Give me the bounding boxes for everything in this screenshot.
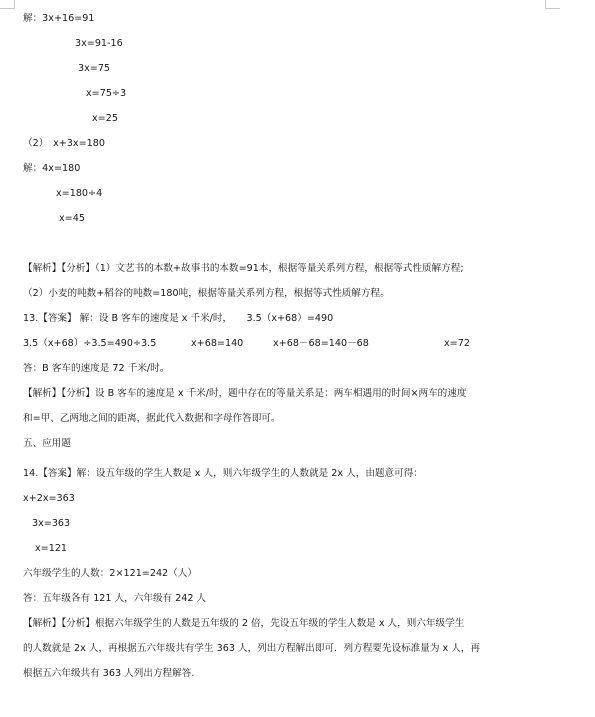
section-heading-application: 五、应用题 <box>23 438 71 449</box>
q13-step-3: x+68－68=140－68 <box>273 338 369 349</box>
q13-answer-line-1: 13.【答案】 解：设 B 客车的速度是 x 千米/时， 3.5（x+68）=490 <box>23 313 334 324</box>
q12-1-solution-line-5: x=25 <box>92 113 118 124</box>
q14-equation: x+2x=363 <box>23 493 75 504</box>
q14-analysis-line-2: 的人数就是 2x 人，再根据五六年级共有学生 363 人，列出方程解出即可．列方程要先设标准量为 x 人，再 <box>23 643 481 654</box>
q14-step-1: 3x=363 <box>32 518 71 529</box>
q12-1-solution-line-4: x=75÷3 <box>86 88 127 99</box>
q14-grade6-count: 六年级学生的人数：2×121=242（人） <box>23 568 197 579</box>
q12-analysis-line-1: 【解析】【分析】（1）文艺书的本数+故事书的本数=91本，根据等量关系列方程，根据等式性质解方程; <box>23 263 464 274</box>
q12-2-solution-line-1: 解：4x=180 <box>23 163 81 174</box>
q13-step-2: x+68=140 <box>191 338 244 349</box>
q13-step-1: 3.5（x+68）÷3.5=490÷3.5 <box>23 338 157 349</box>
page-corner-mark-left-vertical <box>14 0 15 9</box>
page-corner-mark-left-horizontal <box>0 8 14 9</box>
q14-step-2: x=121 <box>35 543 68 554</box>
q14-analysis-line-3: 根据五六年级共有 363 人列出方程解答. <box>23 668 195 679</box>
q13-step-4: x=72 <box>444 338 470 349</box>
q12-2-equation: （2） x+3x=180 <box>23 138 105 149</box>
q12-2-solution-line-2: x=180÷4 <box>56 188 103 199</box>
page-corner-mark-right-horizontal <box>546 8 560 9</box>
q12-1-solution-line-3: 3x=75 <box>78 63 111 74</box>
q12-1-solution-line-1: 解：3x+16=91 <box>23 13 95 24</box>
page-corner-mark-right-vertical <box>545 0 546 9</box>
q14-answer-line-1: 14.【答案】解：设五年级的学生人数是 x 人，则六年级学生的人数就是 2x 人，由题意可得： <box>23 468 423 479</box>
q12-2-solution-line-3: x=45 <box>59 213 85 224</box>
q13-analysis-line-1: 【解析】【分析】设 B 客车的速度是 x 千米/时，题中存在的等量关系是：两车相遇用的时间×两车的速度 <box>23 388 467 399</box>
q12-1-solution-line-2: 3x=91-16 <box>75 38 123 49</box>
q14-conclusion: 答：五年级各有 121 人，六年级有 242 人 <box>23 593 207 604</box>
q13-conclusion: 答：B 客车的速度是 72 千米/时。 <box>23 363 170 374</box>
q14-analysis-line-1: 【解析】【分析】根据六年级学生的人数是五年级的 2 倍，先设五年级的学生人数是 x 人，则六年级学生 <box>23 618 465 629</box>
q12-analysis-line-2: （2）小麦的吨数+稻谷的吨数=180吨，根据等量关系列方程，根据等式性质解方程。 <box>23 288 390 299</box>
q13-analysis-line-2: 和=甲、乙两地之间的距离，据此代入数据和字母作答即可。 <box>23 413 281 424</box>
